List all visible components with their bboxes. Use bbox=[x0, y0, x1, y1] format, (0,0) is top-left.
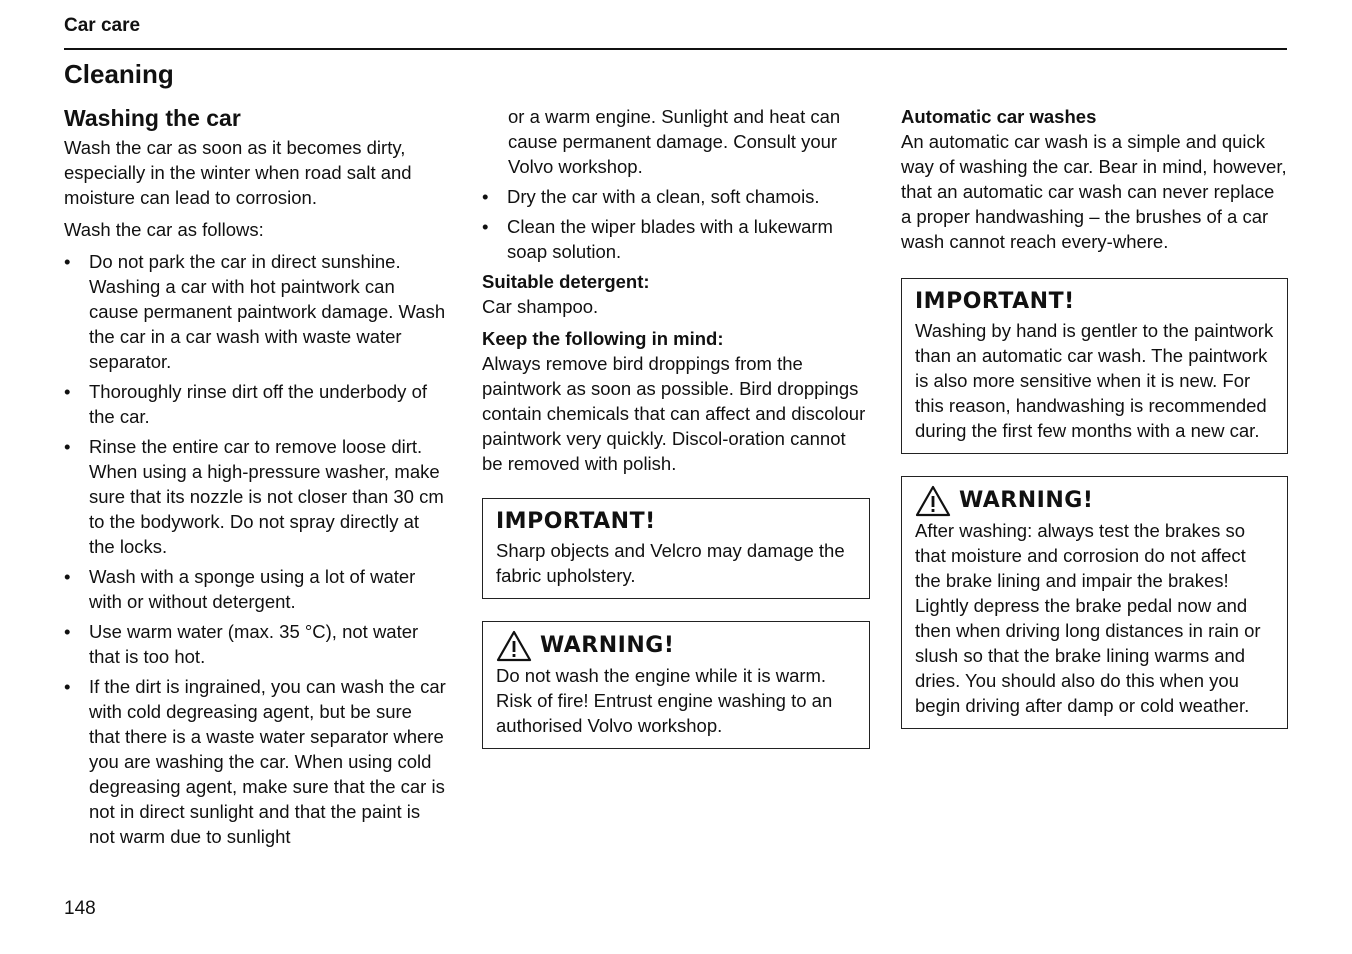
important-title: IMPORTANT! bbox=[496, 509, 656, 534]
bullet-mark: • bbox=[482, 186, 489, 207]
automatic-block bbox=[901, 104, 1288, 254]
list-item bbox=[482, 214, 870, 264]
washing-steps-list bbox=[64, 249, 446, 849]
detergent-block bbox=[482, 269, 870, 319]
important-text: Washing by hand is gentler to the paintwork than an automatic car wash. The paintwork is also more sensitive when it is new. For this reason, handwashing is recommended during the first few months with a new car. bbox=[915, 320, 1274, 441]
list-item-text: Rinse the entire car to remove loose dirt. When using a high-pressure washer, make sure that its nozzle is not closer than 30 cm to the bodywork. Do not spray directly at the locks. bbox=[89, 436, 444, 557]
drying-steps-list bbox=[482, 184, 870, 264]
warning-text: After washing: always test the brakes so that moisture and corrosion do not affect the brake lining and impair the brakes! Lightly depress the brake pedal now and then when driving long distances in rain or slush so that the brake lining warms and dries. You should also do this when you begin driving after damp or cold weather. bbox=[915, 520, 1261, 716]
list-item-text: Do not park the car in direct sunshine. Washing a car with hot paintwork can cause permanent paintwork damage. Wash the car in a car wash with waste water separator. bbox=[89, 251, 446, 372]
bullet-mark: • bbox=[64, 566, 71, 587]
section-label: Car care bbox=[64, 15, 141, 36]
detergent-label: Suitable detergent: bbox=[482, 271, 650, 292]
list-item-text: Thoroughly rinse dirt off the underbody of the car. bbox=[89, 381, 428, 427]
list-item bbox=[64, 564, 446, 614]
list-item bbox=[64, 379, 446, 429]
list-item-text: Wash with a sponge using a lot of water with or without detergent. bbox=[89, 566, 416, 612]
washing-heading: Washing the car bbox=[64, 105, 241, 131]
warning-box-brakes bbox=[901, 476, 1288, 729]
warning-header bbox=[915, 485, 1274, 517]
warning-triangle-icon bbox=[915, 485, 951, 517]
important-text: Sharp objects and Velcro may damage the fabric upholstery. bbox=[496, 540, 845, 586]
washing-intro: Wash the car as soon as it becomes dirty, especially in the winter when road salt and moisture can lead to corrosion. bbox=[64, 137, 412, 208]
bullet-mark: • bbox=[482, 216, 489, 237]
bullet-mark: • bbox=[64, 676, 71, 697]
list-item bbox=[64, 249, 446, 374]
warning-text: Do not wash the engine while it is warm. Risk of fire! Entrust engine washing to an authorised Volvo workshop. bbox=[496, 665, 833, 736]
automatic-heading: Automatic car washes bbox=[901, 106, 1097, 127]
warning-triangle-icon bbox=[496, 630, 532, 662]
page-number: 148 bbox=[64, 898, 96, 919]
bullet-mark: • bbox=[64, 381, 71, 402]
list-item-text: Clean the wiper blades with a lukewarm soap solution. bbox=[507, 216, 833, 262]
list-item-text: Use warm water (max. 35 °C), not water that is too hot. bbox=[89, 621, 419, 667]
keep-in-mind-text: Always remove bird droppings from the paintwork as soon as possible. Bird droppings contain chemicals that can affect and discolour paintwork very quickly. Discol-oration cannot be removed with polish. bbox=[482, 353, 866, 474]
as-follows-text: Wash the car as follows: bbox=[64, 219, 264, 240]
important-box-upholstery bbox=[482, 498, 870, 599]
warning-box-engine bbox=[482, 621, 870, 749]
bullet-mark: • bbox=[64, 621, 71, 642]
list-item-text: Dry the car with a clean, soft chamois. bbox=[507, 186, 820, 207]
bullet-mark: • bbox=[64, 251, 71, 272]
page-header bbox=[64, 14, 1287, 50]
list-item bbox=[64, 619, 446, 669]
keep-in-mind-label: Keep the following in mind: bbox=[482, 328, 724, 349]
column-automatic bbox=[901, 104, 1288, 729]
list-item-text: If the dirt is ingrained, you can wash the car with cold degreasing agent, but be sure that there is a waste water separator where you are washing the car. When using cold degreasing agent, make sure that the car is not in direct sunlight and that the paint is not warm due to sunlight bbox=[89, 676, 446, 847]
list-item bbox=[64, 674, 446, 849]
column-washing bbox=[64, 104, 446, 854]
warning-title: WARNING! bbox=[540, 633, 675, 658]
list-item bbox=[482, 184, 870, 209]
list-item bbox=[64, 434, 446, 559]
important-box-handwashing bbox=[901, 278, 1288, 454]
detergent-value: Car shampoo. bbox=[482, 296, 599, 317]
continued-bullet-text: or a warm engine. Sunlight and heat can cause permanent damage. Consult your Volvo workshop. bbox=[508, 106, 841, 177]
column-detergent bbox=[482, 104, 870, 749]
warning-header bbox=[496, 630, 856, 662]
page-title: Cleaning bbox=[64, 59, 174, 89]
important-title: IMPORTANT! bbox=[915, 289, 1075, 314]
automatic-text: An automatic car wash is a simple and quick way of washing the car. Bear in mind, however, that an automatic car wash can never replace a proper handwashing – the brushes of a car wash cannot reach every-where. bbox=[901, 131, 1287, 252]
bullet-mark: • bbox=[64, 436, 71, 457]
keep-in-mind-block bbox=[482, 326, 870, 476]
warning-title: WARNING! bbox=[959, 488, 1094, 513]
